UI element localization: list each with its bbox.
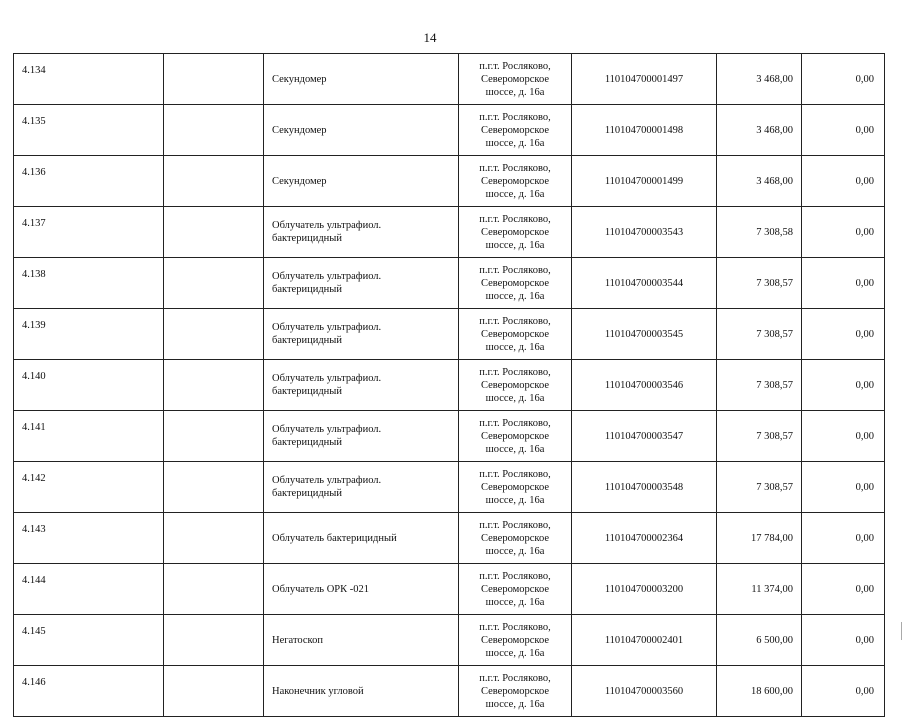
item-name-cell [264,411,459,462]
address-line: п.г.т. Росляково, [479,621,551,633]
address-line: п.г.т. Росляково, [479,417,551,429]
empty-cell [164,615,264,666]
address-line: шоссе, д. 16а [485,341,545,353]
address-line: п.г.т. Росляково, [479,60,551,72]
table-row [14,54,885,105]
address-line: шоссе, д. 16а [485,239,545,251]
item-name: Облучатель ультрафиол. бактерицидный [272,424,382,448]
table-row [14,462,885,513]
table-row [14,615,885,666]
row-number-cell: 4.140 [14,360,164,411]
row-number-cell: 4.145 [14,615,164,666]
table-row [14,105,885,156]
residual-value-cell: 0,00 [802,309,885,360]
item-name-cell [264,615,459,666]
cost-cell: 7 308,57 [717,360,802,411]
cost-cell: 7 308,58 [717,207,802,258]
cost-cell: 7 308,57 [717,258,802,309]
inventory-number-cell: 110104700003543 [572,207,717,258]
item-name-cell [264,258,459,309]
table-row [14,207,885,258]
empty-cell [164,156,264,207]
cost-cell: 3 468,00 [717,156,802,207]
address-cell [459,411,572,462]
empty-cell [164,309,264,360]
empty-cell [164,411,264,462]
inventory-number-cell: 110104700001498 [572,105,717,156]
address-line: Североморское [480,124,550,136]
address-cell [459,615,572,666]
empty-cell [164,513,264,564]
address-cell [459,360,572,411]
residual-value-cell: 0,00 [802,462,885,513]
item-name-cell [264,360,459,411]
item-name: Облучатель ОРК -021 [272,583,370,595]
item-name: Наконечник угловой [272,685,364,697]
address-line: п.г.т. Росляково, [479,213,551,225]
empty-cell [164,666,264,717]
address-cell [459,666,572,717]
cost-cell: 18 600,00 [717,666,802,717]
item-name-cell [264,156,459,207]
address-line: Североморское [480,73,550,85]
table-row [14,360,885,411]
residual-value-cell: 0,00 [802,105,885,156]
address-line: шоссе, д. 16а [485,596,545,608]
item-name-cell [264,564,459,615]
row-number-cell: 4.144 [14,564,164,615]
address-line: Североморское [480,583,550,595]
inventory-number-cell: 110104700003545 [572,309,717,360]
address-line: шоссе, д. 16а [485,494,545,506]
cost-cell: 7 308,57 [717,309,802,360]
address-line: шоссе, д. 16а [485,86,545,98]
item-name: Облучатель ультрафиол. бактерицидный [272,322,382,346]
item-name: Секундомер [272,175,327,187]
address-cell [459,54,572,105]
inventory-number-cell: 110104700003560 [572,666,717,717]
item-name: Секундомер [272,124,327,136]
inventory-number-cell: 110104700002364 [572,513,717,564]
row-number-cell: 4.139 [14,309,164,360]
address-line: Североморское [480,532,550,544]
cost-cell: 3 468,00 [717,54,802,105]
table-row [14,309,885,360]
table-row [14,258,885,309]
page-number: 14 [423,30,437,45]
residual-value-cell: 0,00 [802,156,885,207]
empty-cell [164,258,264,309]
item-name-cell [264,666,459,717]
item-name: Облучатель ультрафиол. бактерицидный [272,271,382,295]
row-number-cell: 4.136 [14,156,164,207]
address-line: шоссе, д. 16а [485,545,545,557]
item-name-cell [264,462,459,513]
row-number-cell: 4.143 [14,513,164,564]
row-number-cell: 4.137 [14,207,164,258]
row-number-cell: 4.138 [14,258,164,309]
row-number-cell: 4.134 [14,54,164,105]
address-line: п.г.т. Росляково, [479,162,551,174]
residual-value-cell: 0,00 [802,54,885,105]
address-line: п.г.т. Росляково, [479,111,551,123]
item-name: Облучатель ультрафиол. бактерицидный [272,220,382,244]
residual-value-cell: 0,00 [802,513,885,564]
residual-value-cell: 0,00 [802,615,885,666]
address-line: Североморское [480,277,550,289]
address-line: п.г.т. Росляково, [479,519,551,531]
address-cell [459,462,572,513]
residual-value-cell: 0,00 [802,666,885,717]
item-name: Секундомер [272,73,327,85]
asset-table [13,53,885,717]
table-row [14,666,885,717]
empty-cell [164,564,264,615]
address-line: шоссе, д. 16а [485,647,545,659]
address-line: Североморское [480,430,550,442]
item-name: Облучатель ультрафиол. бактерицидный [272,475,382,499]
address-line: Североморское [480,379,550,391]
inventory-number-cell: 110104700002401 [572,615,717,666]
item-name-cell [264,105,459,156]
cost-cell: 11 374,00 [717,564,802,615]
cost-cell: 3 468,00 [717,105,802,156]
address-line: п.г.т. Росляково, [479,315,551,327]
cost-cell: 6 500,00 [717,615,802,666]
row-number-cell: 4.141 [14,411,164,462]
address-line: шоссе, д. 16а [485,188,545,200]
residual-value-cell: 0,00 [802,360,885,411]
row-number-cell: 4.146 [14,666,164,717]
inventory-number-cell: 110104700003548 [572,462,717,513]
address-line: п.г.т. Росляково, [479,570,551,582]
item-name-cell [264,207,459,258]
residual-value-cell: 0,00 [802,411,885,462]
address-cell [459,258,572,309]
address-line: п.г.т. Росляково, [479,366,551,378]
empty-cell [164,360,264,411]
address-line: шоссе, д. 16а [485,290,545,302]
scan-margin-mark [901,622,903,640]
inventory-number-cell: 110104700003546 [572,360,717,411]
address-line: Североморское [480,634,550,646]
inventory-number-cell: 110104700003544 [572,258,717,309]
inventory-number-cell: 110104700001499 [572,156,717,207]
inventory-number-cell: 110104700003200 [572,564,717,615]
inventory-number-cell: 110104700003547 [572,411,717,462]
residual-value-cell: 0,00 [802,564,885,615]
cost-cell: 7 308,57 [717,462,802,513]
address-line: Североморское [480,685,550,697]
row-number-cell: 4.135 [14,105,164,156]
table-row [14,564,885,615]
item-name-cell [264,513,459,564]
table-row [14,156,885,207]
address-cell [459,564,572,615]
table-row [14,513,885,564]
item-name: Негатоскоп [272,634,323,646]
cost-cell: 17 784,00 [717,513,802,564]
item-name-cell [264,54,459,105]
address-line: Североморское [480,481,550,493]
address-line: Североморское [480,328,550,340]
empty-cell [164,462,264,513]
item-name: Облучатель бактерицидный [272,532,397,544]
address-line: п.г.т. Росляково, [479,264,551,276]
table-row [14,411,885,462]
address-line: шоссе, д. 16а [485,698,545,710]
address-line: Североморское [480,226,550,238]
residual-value-cell: 0,00 [802,207,885,258]
empty-cell [164,105,264,156]
address-line: шоссе, д. 16а [485,392,545,404]
empty-cell [164,207,264,258]
address-cell [459,513,572,564]
empty-cell [164,54,264,105]
address-cell [459,207,572,258]
address-line: п.г.т. Росляково, [479,468,551,480]
asset-table-body [14,54,885,717]
item-name-cell [264,309,459,360]
row-number-cell: 4.142 [14,462,164,513]
residual-value-cell: 0,00 [802,258,885,309]
address-line: шоссе, д. 16а [485,137,545,149]
address-cell [459,156,572,207]
address-cell [459,105,572,156]
item-name: Облучатель ультрафиол. бактерицидный [272,373,382,397]
address-line: Североморское [480,175,550,187]
address-line: п.г.т. Росляково, [479,672,551,684]
inventory-number-cell: 110104700001497 [572,54,717,105]
cost-cell: 7 308,57 [717,411,802,462]
address-cell [459,309,572,360]
address-line: шоссе, д. 16а [485,443,545,455]
